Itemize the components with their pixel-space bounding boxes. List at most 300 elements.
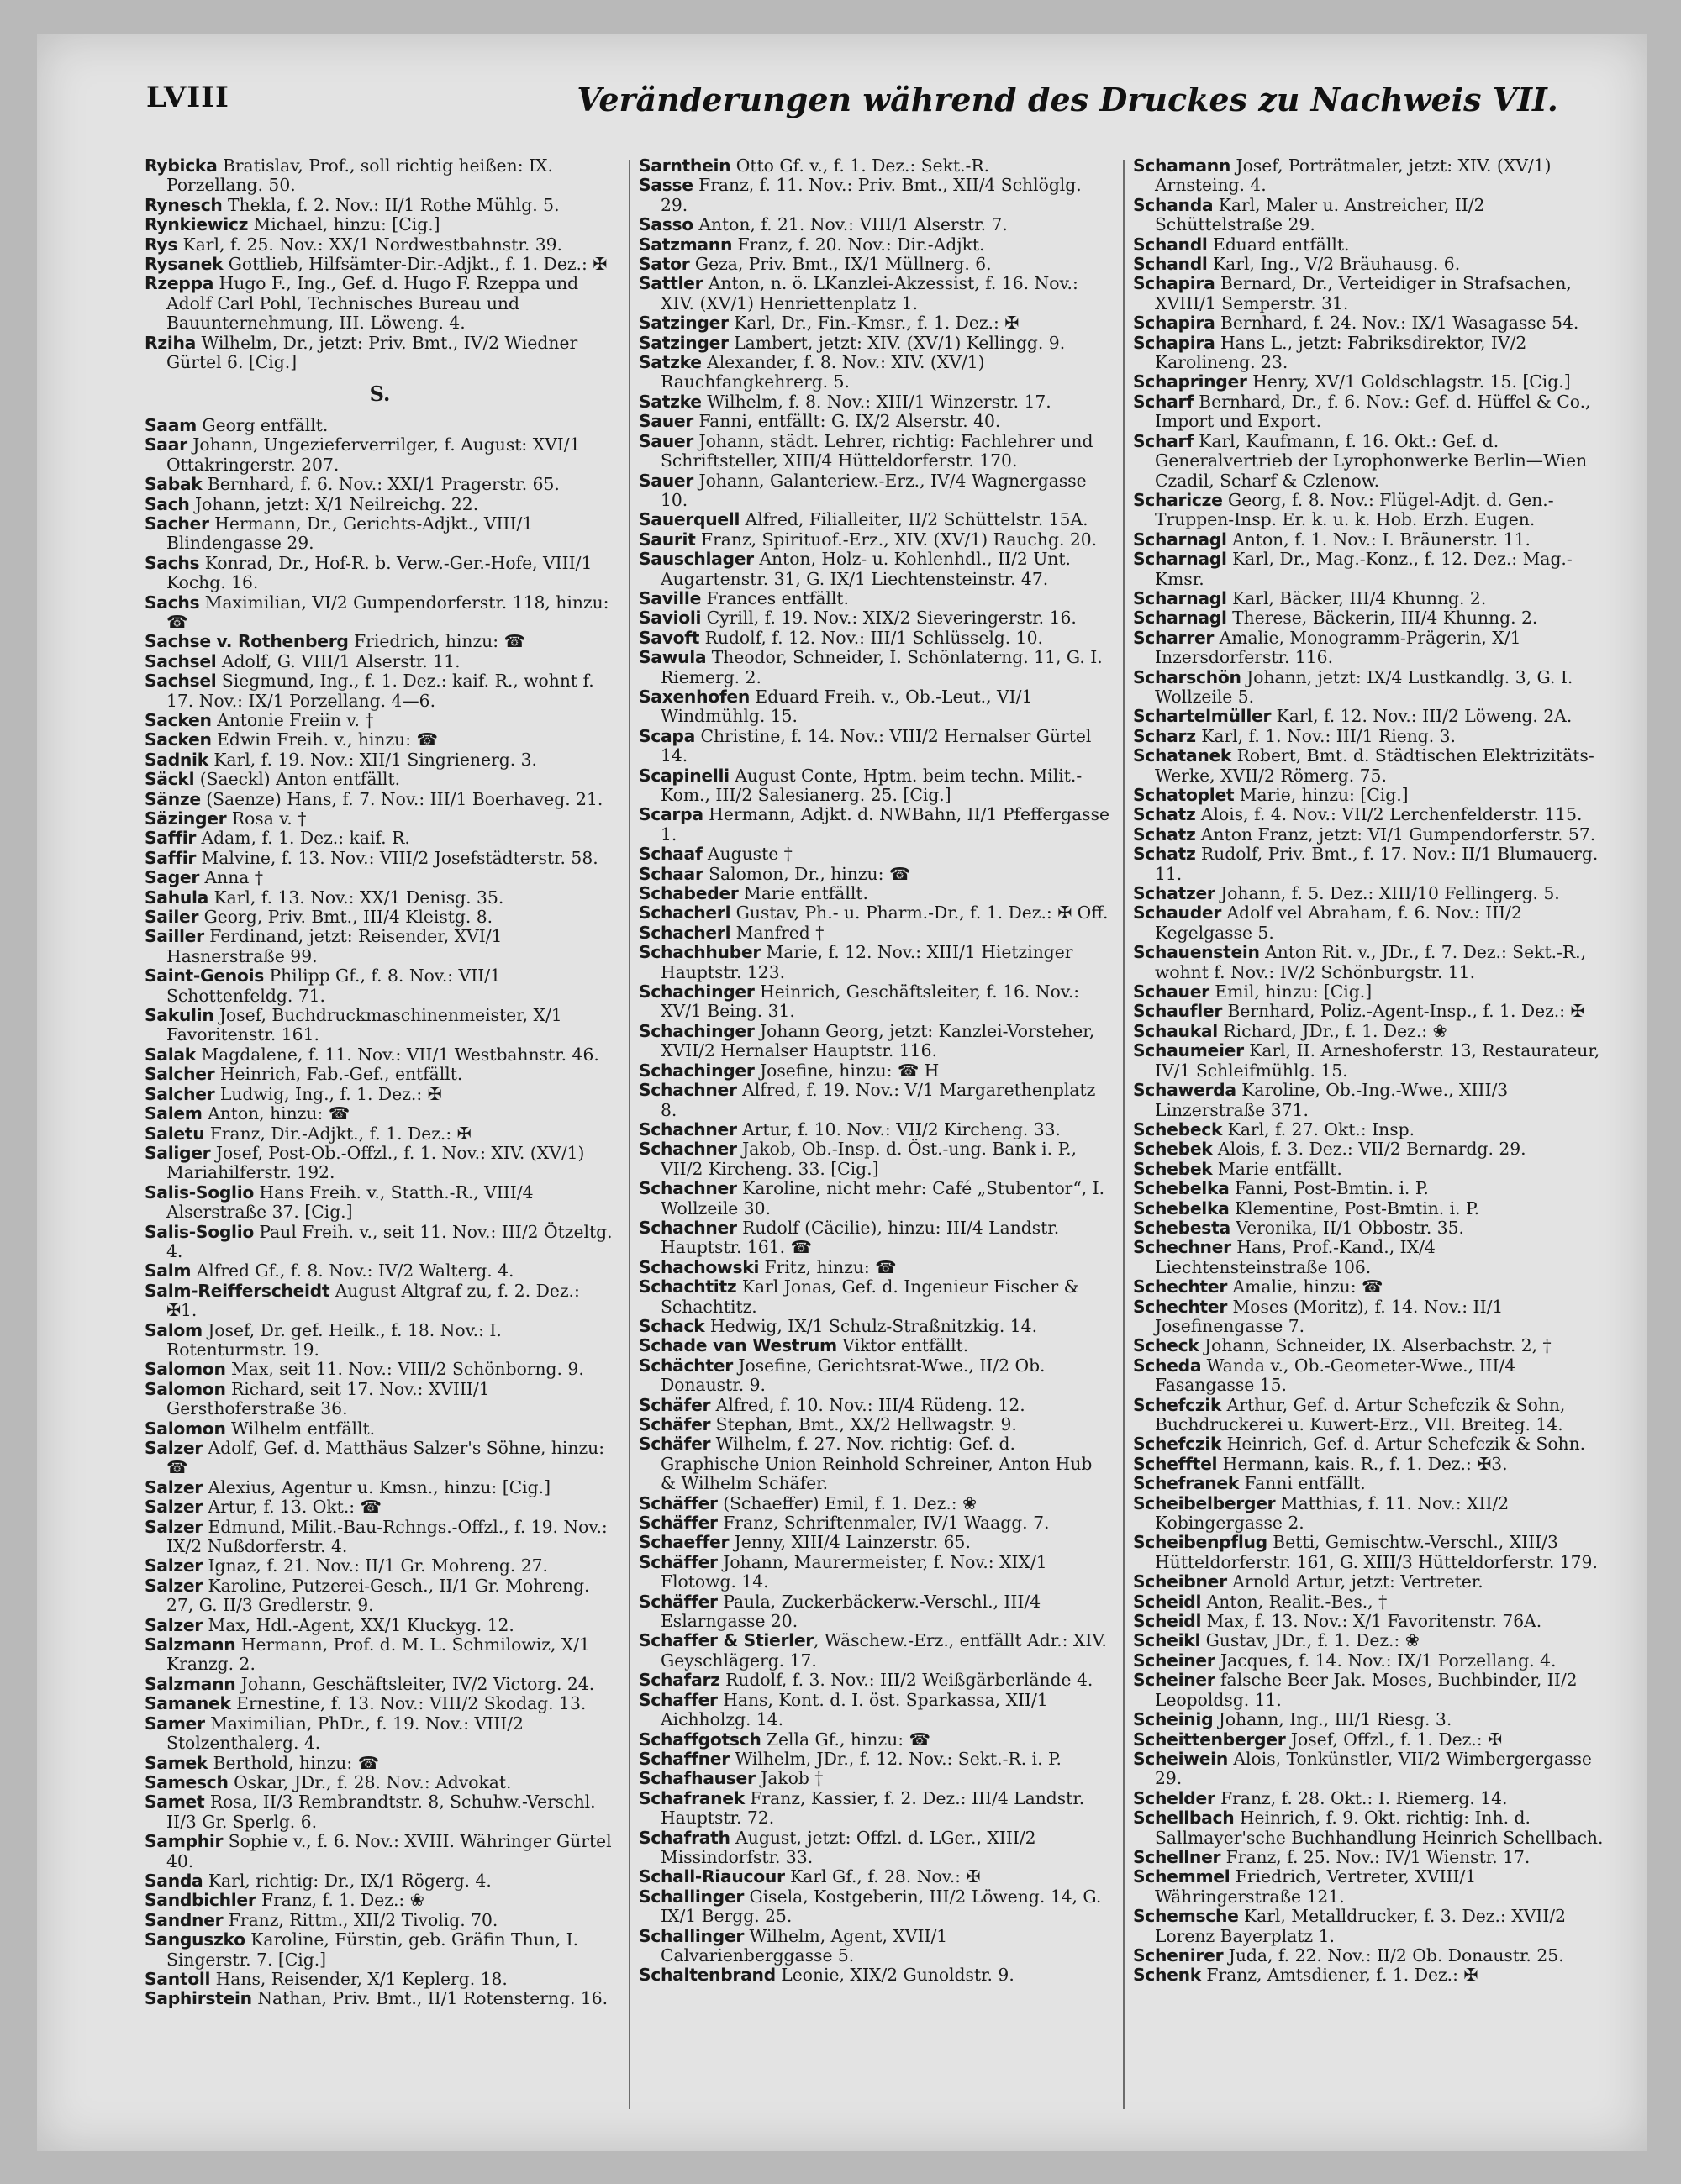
entry-details: Veronika, II/1 Obbostr. 35.	[1230, 1217, 1465, 1238]
directory-entry	[639, 648, 1109, 687]
directory-page	[37, 34, 1647, 2151]
entry-name: Schechter	[1133, 1276, 1228, 1297]
entry-details: Alfred, f. 10. Nov.: III/4 Rüdeng. 12.	[710, 1394, 1025, 1415]
entry-details: Johann, Galanteriew.-Erz., IV/4 Wagnergasse 10.	[661, 470, 1087, 510]
directory-entry	[1133, 1750, 1604, 1789]
entry-name: Scheiner	[1133, 1670, 1215, 1691]
entry-details: Ludwig, Ing., f. 1. Dez.: ✠	[214, 1083, 442, 1104]
entry-name: Schall-Riaucour	[639, 1866, 785, 1887]
entry-name: Sawula	[639, 647, 707, 668]
directory-entry	[1133, 1592, 1604, 1612]
entry-details: Johann, jetzt: IX/4 Lustkandlg. 3, G. I. Wollzeile 5.	[1155, 666, 1573, 707]
directory-entry	[639, 412, 1109, 431]
directory-entry	[1133, 1081, 1604, 1120]
directory-entry	[1133, 235, 1604, 255]
entry-name: Schächter	[639, 1355, 733, 1376]
entry-name: Schaukal	[1133, 1020, 1218, 1041]
directory-entry	[1133, 668, 1604, 708]
entry-details: Karl, f. 27. Okt.: Insp.	[1222, 1118, 1415, 1139]
directory-entry	[1133, 1730, 1604, 1750]
entry-details: Konrad, Dr., Hof-R. b. Verw.-Ger.-Hofe, VIII/1 Kochg. 16.	[166, 552, 593, 593]
directory-entry	[145, 1183, 615, 1223]
entry-details: Anton, Realit.-Bes., †	[1201, 1591, 1388, 1612]
entry-details: Gisela, Kostgeberin, III/2 Löweng. 14, G. IX/1 Bergg. 25.	[661, 1886, 1102, 1927]
entry-details: Adolf, Gef. d. Matthäus Salzer's Söhne, hinzu: ☎	[166, 1438, 605, 1478]
directory-entry	[1133, 1120, 1604, 1139]
entry-details: Alois, Tonkünstler, VII/2 Wimbergergasse 29.	[1155, 1748, 1592, 1789]
directory-entry	[639, 982, 1109, 1022]
entry-details: Hans, Kont. d. I. öst. Sparkassa, XII/1 Aichholzg. 14.	[661, 1689, 1048, 1730]
entry-name: Sacken	[145, 729, 212, 750]
entry-name: Schellner	[1133, 1846, 1221, 1867]
directory-entry	[639, 884, 1109, 903]
entry-details: Hans, Prof.-Kand., IX/4 Liechtensteinstraße 106.	[1155, 1237, 1436, 1277]
directory-entry	[1133, 1651, 1604, 1671]
directory-entry	[639, 845, 1109, 864]
entry-name: Schatz	[1133, 844, 1196, 865]
entry-name: Schaar	[639, 863, 703, 884]
directory-entry	[145, 1360, 615, 1379]
directory-entry	[639, 1553, 1109, 1592]
entry-details: Salomon, Dr., hinzu: ☎	[703, 863, 911, 884]
directory-entry	[639, 1179, 1109, 1218]
entry-details: Rudolf, f. 3. Nov.: III/2 Weißgärberlände 4.	[719, 1670, 1093, 1691]
entry-details: Franz, Amtsdiener, f. 1. Dez.: ✠	[1200, 1965, 1478, 1986]
directory-entry	[639, 1317, 1109, 1336]
directory-entry	[639, 510, 1109, 529]
entry-name: Scapinelli	[639, 765, 730, 786]
directory-entry	[639, 1750, 1109, 1769]
directory-entry	[1133, 1867, 1604, 1907]
directory-entry	[145, 1223, 615, 1262]
entry-name: Sakulin	[145, 1005, 214, 1026]
entry-name: Schatanek	[1133, 745, 1232, 766]
directory-entry	[639, 156, 1109, 176]
entry-details: Alexander, f. 8. Nov.: XIV. (XV/1) Rauchfangkehrerg. 5.	[661, 352, 985, 392]
entry-name: Salem	[145, 1103, 203, 1124]
entry-name: Satzinger	[639, 313, 729, 334]
entry-details: Edwin Freih. v., hinzu: ☎	[211, 729, 438, 750]
entry-name: Sabak	[145, 474, 203, 495]
entry-name: Scharf	[1133, 430, 1194, 451]
entry-name: Salzmann	[145, 1634, 236, 1655]
entry-name: Schauder	[1133, 903, 1222, 924]
directory-entry	[145, 1104, 615, 1124]
directory-entry	[145, 255, 615, 274]
entry-name: Schaltenbrand	[639, 1965, 776, 1986]
directory-entry	[145, 868, 615, 887]
directory-entry	[639, 1927, 1109, 1966]
entry-name: Schachner	[639, 1118, 737, 1139]
entry-name: Schenk	[1133, 1965, 1201, 1986]
entry-name: Rynesch	[145, 194, 223, 215]
entry-name: Sailer	[145, 907, 199, 928]
entry-name: Schafhauser	[639, 1768, 756, 1789]
entry-details: Karoline, Fürstin, geb. Gräfin Thun, I. Singerstr. 7. [Cig.]	[166, 1929, 579, 1970]
directory-entry	[1133, 1907, 1604, 1946]
entry-details: Alois, f. 4. Nov.: VII/2 Lerchenfelderstr. 115.	[1195, 804, 1583, 825]
directory-entry	[1133, 746, 1604, 786]
directory-entry	[639, 766, 1109, 806]
entry-details: Alfred, f. 19. Nov.: V/1 Margarethenplatz 8.	[661, 1080, 1096, 1120]
entry-details: Franz, f. 11. Nov.: Priv. Bmt., XII/4 Schlöglg. 29.	[661, 175, 1082, 215]
entry-details: Wilhelm, Agent, XVII/1 Calvarienberggasse 5.	[661, 1925, 948, 1966]
directory-entry	[639, 1120, 1109, 1139]
directory-entry	[145, 475, 615, 494]
directory-entry	[639, 530, 1109, 550]
entry-name: Scharrer	[1133, 627, 1215, 648]
entry-name: Schaffer & Stierler	[639, 1630, 814, 1651]
directory-entry	[639, 1218, 1109, 1258]
entry-name: Salomon	[145, 1359, 226, 1380]
directory-entry	[639, 432, 1109, 471]
entry-details: Klementine, Post-Bmtin. i. P.	[1229, 1197, 1480, 1218]
directory-entry	[639, 608, 1109, 628]
entry-details: Auguste †	[702, 844, 793, 865]
directory-entry	[145, 1281, 615, 1321]
entry-name: Schapira	[1133, 313, 1215, 334]
entry-details: Bernhard, Dr., f. 6. Nov.: Gef. d. Hüffel & Co., Import und Export.	[1155, 391, 1591, 432]
directory-entry	[639, 589, 1109, 608]
entry-name: Salzer	[145, 1497, 203, 1518]
entry-details: , Wäschew.-Erz., entfällt Adr.: XIV. Geyschlägerg. 17.	[661, 1630, 1107, 1671]
entry-details: Adolf vel Abraham, f. 6. Nov.: III/2 Kegelgasse 5.	[1155, 903, 1522, 943]
entry-details: Alfred, Filialleiter, II/2 Schüttelstr. 15A.	[740, 509, 1088, 530]
directory-entry	[145, 514, 615, 554]
entry-details: (Saenze) Hans, f. 7. Nov.: III/1 Boerhaveg. 21.	[200, 788, 603, 809]
entry-name: Salzer	[145, 1476, 203, 1497]
entry-name: Sattler	[639, 273, 703, 294]
directory-entry	[145, 1773, 615, 1792]
entry-name: Samphir	[145, 1831, 224, 1852]
entry-name: Salzer	[145, 1575, 203, 1596]
entry-name: Schefranek	[1133, 1473, 1240, 1494]
entry-details: Betti, Gemischtw.-Verschl., XIII/3 Hütteldorferstr. 161, G. XIII/3 Hütteldorferstr. 179.	[1155, 1532, 1598, 1572]
entry-details: Artur, f. 10. Nov.: VII/2 Kircheng. 33.	[736, 1118, 1061, 1139]
entry-name: Schebelka	[1133, 1178, 1230, 1199]
entry-details: Karoline, nicht mehr: Café „Stubentor“, I. Wollzeile 30.	[661, 1178, 1105, 1218]
entry-details: Rosa v. †	[226, 808, 307, 829]
entry-name: Salomon	[145, 1378, 226, 1399]
entry-details: Rudolf, f. 12. Nov.: III/1 Schlüsselg. 10.	[699, 627, 1043, 648]
entry-name: Salzer	[145, 1438, 203, 1458]
directory-entry	[1133, 1572, 1604, 1592]
entry-name: Sauer	[639, 411, 693, 432]
entry-name: Scharnagl	[1133, 549, 1227, 570]
directory-entry	[639, 1829, 1109, 1868]
entry-details: Karl, f. 19. Nov.: XII/1 Singrienerg. 3.	[208, 749, 538, 770]
directory-entry	[639, 313, 1109, 333]
directory-entry	[639, 1513, 1109, 1533]
entry-details: Anton Rit. v., JDr., f. 7. Dez.: Sekt.-R., wohnt f. Nov.: IV/2 Schönburgstr. 11.	[1155, 942, 1587, 982]
entry-name: Scharnagl	[1133, 608, 1227, 629]
directory-entry	[1133, 629, 1604, 668]
entry-name: Schachtitz	[639, 1276, 737, 1297]
entry-name: Santoll	[145, 1968, 211, 1989]
entry-name: Sachsel	[145, 671, 217, 692]
entry-name: Rziha	[145, 332, 196, 353]
entry-name: Schawerda	[1133, 1080, 1236, 1101]
entry-details: Antonie Freiin v. †	[211, 709, 374, 730]
entry-details: Anton Franz, jetzt: VI/1 Gumpendorferstr. 57.	[1195, 824, 1596, 845]
entry-name: Schafranek	[639, 1787, 745, 1808]
directory-entry	[639, 805, 1109, 845]
entry-details: Adolf, G. VIII/1 Alserstr. 11.	[216, 650, 461, 671]
entry-details: Hermann, Adjkt. d. NWBahn, II/1 Pfeffergasse 1.	[661, 804, 1109, 845]
entry-details: Johann, Geschäftsleiter, IV/2 Victorg. 24.	[235, 1673, 595, 1694]
entry-name: Salak	[145, 1044, 196, 1065]
directory-entry	[639, 353, 1109, 392]
directory-entry	[145, 711, 615, 730]
directory-entry	[1133, 1848, 1604, 1867]
entry-name: Schandl	[1133, 234, 1208, 255]
entry-details: Eduard entfällt.	[1207, 234, 1350, 255]
directory-entry	[639, 1769, 1109, 1788]
directory-entry	[145, 1439, 615, 1478]
entry-name: Scharnagl	[1133, 587, 1227, 608]
directory-entry	[1133, 1455, 1604, 1474]
directory-entry	[639, 1691, 1109, 1730]
entry-details: August, jetzt: Offzl. d. LGer., XIII/2 Missindorfstr. 33.	[661, 1827, 1036, 1867]
directory-entry	[639, 1396, 1109, 1415]
directory-entry	[145, 593, 615, 633]
entry-name: Schaffner	[639, 1748, 730, 1769]
entry-name: Satzke	[639, 391, 702, 412]
directory-entry	[639, 471, 1109, 511]
entry-details: Heinrich, f. 9. Okt. richtig: Inh. d. Sallmayer'sche Buchhandlung Heinrich Schellbach.	[1155, 1808, 1604, 1848]
entry-details: Hermann, kais. R., f. 1. Dez.: ✠3.	[1217, 1453, 1508, 1474]
entry-name: Scheck	[1133, 1335, 1199, 1356]
entry-name: Salzer	[145, 1614, 203, 1635]
directory-entry	[639, 1966, 1109, 1985]
directory-entry	[145, 1006, 615, 1045]
entry-name: Scheidl	[1133, 1611, 1202, 1632]
entry-details: Magdalene, f. 11. Nov.: VII/1 Westbahnstr. 46.	[195, 1044, 599, 1065]
entry-name: Schatz	[1133, 804, 1196, 825]
directory-entry	[145, 1616, 615, 1635]
directory-entry	[145, 435, 615, 475]
entry-name: Schemmel	[1133, 1866, 1230, 1887]
directory-entry	[145, 908, 615, 927]
entry-details: Anna †	[199, 867, 263, 888]
directory-entry	[145, 927, 615, 966]
directory-entry	[1133, 1966, 1604, 1985]
entry-details: Wanda v., Ob.-Geometer-Wwe., III/4 Fasangasse 15.	[1155, 1355, 1516, 1396]
directory-entry	[1133, 943, 1604, 982]
entry-name: Satzke	[639, 352, 702, 373]
directory-entry	[1133, 156, 1604, 196]
directory-entry	[1133, 1710, 1604, 1729]
entry-name: Sasse	[639, 175, 693, 196]
directory-entry	[1133, 845, 1604, 884]
directory-entry	[639, 235, 1109, 255]
directory-entry	[639, 1671, 1109, 1690]
entry-name: Schaumeier	[1133, 1040, 1244, 1061]
directory-entry	[145, 215, 615, 234]
entry-details: (Saeckl) Anton entfällt.	[194, 769, 401, 790]
entry-name: Salzer	[145, 1555, 203, 1576]
entry-name: Scharicze	[1133, 489, 1223, 510]
entry-details: Thekla, f. 2. Nov.: II/1 Rothe Mühlg. 5.	[222, 194, 560, 215]
entry-name: Schafrath	[639, 1827, 730, 1848]
entry-name: Schacherl	[639, 922, 731, 943]
entry-details: Paul Freih. v., seit 11. Nov.: III/2 Ötzeltg. 4.	[166, 1221, 613, 1261]
directory-entry	[639, 1356, 1109, 1396]
entry-details: Ernestine, f. 13. Nov.: VIII/2 Skodag. 13.	[230, 1693, 587, 1714]
directory-entry	[639, 1022, 1109, 1061]
directory-entry	[639, 1415, 1109, 1434]
directory-entry	[1133, 1336, 1604, 1355]
directory-entry	[1133, 786, 1604, 805]
entry-name: Schäffer	[639, 1551, 718, 1572]
entry-details: Marie entfällt.	[1212, 1158, 1342, 1179]
entry-name: Scharf	[1133, 391, 1194, 412]
entry-name: Schenirer	[1133, 1945, 1224, 1966]
entry-details: Franz, Rittm., XII/2 Tivolig. 70.	[223, 1909, 498, 1930]
directory-entry	[639, 1533, 1109, 1552]
entry-details: Ignaz, f. 21. Nov.: II/1 Gr. Mohreng. 27.	[203, 1555, 548, 1576]
directory-entry	[145, 671, 615, 711]
entry-details: Bernhard, f. 24. Nov.: IX/1 Wasagasse 54.	[1215, 313, 1579, 334]
entry-details: Georg entfällt.	[196, 414, 329, 435]
directory-entry	[145, 1989, 615, 2008]
entry-details: Karl, Dr., Fin.-Kmsr., f. 1. Dez.: ✠	[728, 313, 1020, 334]
entry-details: Heinrich, Geschäftsleiter, f. 16. Nov.: XV/1 Being. 31.	[661, 981, 1080, 1022]
entry-name: Sauschlager	[639, 549, 754, 570]
entry-name: Sachs	[145, 592, 200, 613]
directory-entry	[1133, 727, 1604, 746]
entry-details: Anton, hinzu: ☎	[202, 1103, 350, 1124]
directory-entry	[1133, 1160, 1604, 1179]
column-divider	[1123, 160, 1125, 2109]
entry-details: Maximilian, VI/2 Gumpendorferstr. 118, hinzu: ☎	[166, 592, 609, 632]
directory-entry	[145, 196, 615, 215]
directory-entry	[1133, 432, 1604, 491]
entry-details: Moses (Moritz), f. 14. Nov.: II/1 Josefinengasse 7.	[1155, 1296, 1504, 1336]
entry-name: Saliger	[145, 1142, 211, 1163]
entry-name: Schebeck	[1133, 1118, 1223, 1139]
entry-name: Rysanek	[145, 254, 224, 275]
directory-entry	[1133, 589, 1604, 608]
directory-entry	[639, 1277, 1109, 1317]
directory-entry	[145, 1754, 615, 1773]
entry-details: Paula, Zuckerbäckerw.-Verschl., III/4 Eslarngasse 20.	[661, 1591, 1041, 1632]
entry-details: Cyrill, f. 19. Nov.: XIX/2 Sieveringerstr. 16.	[701, 608, 1077, 629]
entry-name: Schäfer	[639, 1414, 711, 1434]
entry-details: Alois, f. 3. Dez.: VII/2 Bernardg. 29.	[1212, 1139, 1526, 1160]
entry-name: Salm	[145, 1260, 192, 1281]
entry-name: Scapa	[639, 725, 696, 746]
entries-column-2	[639, 156, 1109, 2114]
entry-name: Schachinger	[639, 981, 755, 1003]
entry-details: Therese, Bäckerin, III/4 Khunng. 2.	[1226, 608, 1538, 629]
directory-entry	[1133, 1238, 1604, 1277]
directory-entry	[145, 1576, 615, 1616]
section-letter: S.	[369, 382, 391, 407]
directory-entry	[145, 849, 615, 868]
directory-entry	[1133, 255, 1604, 274]
entry-name: Saurit	[639, 529, 696, 550]
entry-name: Schauer	[1133, 981, 1209, 1003]
entry-details: Friedrich, hinzu: ☎	[348, 631, 525, 652]
entry-details: Karl, Ing., V/2 Bräuhausg. 6.	[1207, 254, 1461, 275]
directory-entry	[1133, 1277, 1604, 1297]
entry-details: Rudolf, Priv. Bmt., f. 17. Nov.: II/1 Blumauerg. 11.	[1155, 844, 1599, 884]
entry-name: Schaaf	[639, 844, 703, 865]
directory-entry	[1133, 1199, 1604, 1218]
entry-details: Siegmund, Ing., f. 1. Dez.: kaif. R., wohnt f. 17. Nov.: IX/1 Porzellang. 4—6.	[166, 671, 594, 711]
directory-entry	[145, 1144, 615, 1183]
entry-details: Max, Hdl.-Agent, XX/1 Kluckyg. 12.	[203, 1614, 514, 1635]
directory-entry	[1133, 1396, 1604, 1435]
entry-name: Schandl	[1133, 254, 1208, 275]
directory-entry	[1133, 1671, 1604, 1710]
entry-name: Sanguszko	[145, 1929, 245, 1950]
entry-name: Sandner	[145, 1909, 224, 1930]
entry-details: Oskar, JDr., f. 28. Nov.: Advokat.	[228, 1771, 512, 1792]
directory-entry	[639, 687, 1109, 727]
directory-entry	[1133, 1474, 1604, 1493]
directory-entry	[145, 1714, 615, 1754]
directory-entry	[145, 1930, 615, 1970]
directory-entry	[145, 829, 615, 848]
directory-entry	[1133, 903, 1604, 943]
entry-details: Josef, Post-Ob.-Offzl., f. 1. Nov.: XIV. (XV/1) Mariahilferstr. 192.	[166, 1142, 585, 1183]
directory-entry	[1133, 982, 1604, 1002]
entry-name: Samek	[145, 1752, 208, 1773]
entry-details: Johann, jetzt: X/1 Neilreichg. 22.	[189, 493, 479, 514]
directory-entry	[145, 1694, 615, 1713]
entry-name: Samer	[145, 1713, 205, 1734]
entry-name: Samanek	[145, 1693, 231, 1714]
entry-name: Sadnik	[145, 749, 208, 770]
entry-details: Lambert, jetzt: XIV. (XV/1) Kellingg. 9.	[728, 332, 1066, 353]
directory-entry	[145, 416, 615, 435]
entry-name: Salcher	[145, 1083, 215, 1104]
entry-name: Rys	[145, 234, 178, 255]
directory-entry	[1133, 1631, 1604, 1650]
directory-entry	[145, 1891, 615, 1910]
entry-name: Schafarz	[639, 1670, 720, 1691]
entry-details: Johann, f. 5. Dez.: XIII/10 Fellingerg. 5.	[1215, 883, 1560, 904]
entry-name: Salom	[145, 1319, 203, 1340]
directory-entry	[1133, 313, 1604, 333]
entry-details: Marie, hinzu: [Cig.]	[1234, 785, 1409, 805]
entry-name: Sänze	[145, 788, 201, 809]
entry-details: Theodor, Schneider, I. Schönlaterng. 11, G. I. Riemerg. 2.	[661, 647, 1103, 687]
directory-entry	[1133, 1612, 1604, 1631]
directory-entry	[639, 1887, 1109, 1927]
directory-entry	[639, 1789, 1109, 1829]
directory-entry	[639, 903, 1109, 923]
entry-details: Leonie, XIX/2 Gunoldstr. 9.	[775, 1965, 1014, 1986]
directory-entry	[145, 1556, 615, 1576]
directory-entry	[145, 730, 615, 750]
entry-name: Schachner	[639, 1080, 737, 1101]
entry-details: Artur, f. 13. Okt.: ☎	[203, 1497, 382, 1518]
entry-name: Salomon	[145, 1418, 226, 1439]
entry-details: Heinrich, Gef. d. Artur Schefczik & Sohn.	[1221, 1434, 1586, 1455]
entry-details: Richard, JDr., f. 1. Dez.: ❀	[1217, 1020, 1447, 1041]
entry-name: Scheibner	[1133, 1571, 1227, 1592]
entry-details: Josefine, hinzu: ☎ H	[754, 1060, 940, 1081]
entry-details: Fanni entfällt.	[1239, 1473, 1366, 1494]
entry-details: Max, seit 11. Nov.: VIII/2 Schönborng. 9.	[225, 1359, 584, 1380]
directory-entry	[1133, 372, 1604, 392]
directory-entry	[145, 334, 615, 373]
entry-details: Manfred †	[730, 922, 825, 943]
entry-details: Johann, Ungezieferverrilger, f. August: XVI/1 Ottakringerstr. 207.	[166, 434, 581, 475]
